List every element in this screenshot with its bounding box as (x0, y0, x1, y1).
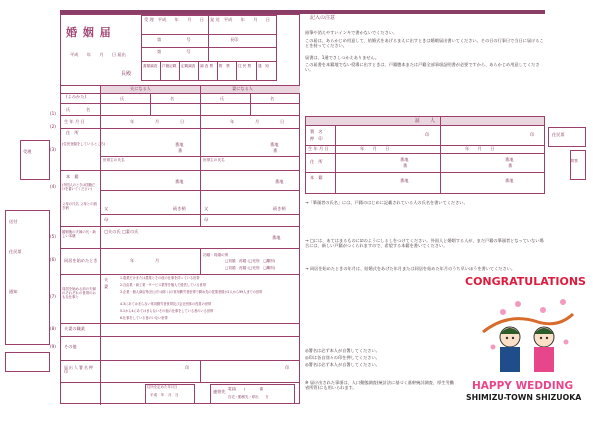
submission-date: 平成 年 月 日 届出 (70, 52, 126, 57)
occ-item-5[interactable]: 5.1から4にあてはまらないその他の仕事をしている者のいる世帯 (120, 309, 214, 313)
receipt-row-1: 受 理 平成 年 月 日 (144, 17, 204, 22)
right-note-3: → 同居を始めたときの年月は、結婚式をあげた年月または同居を始めた年月のうち早いほうを書いてください。 (305, 266, 516, 271)
receipt-col-6: 住 民 票 (238, 64, 252, 68)
birth-h-d: 日 (180, 119, 185, 124)
witness-row-4: 住 所 (310, 159, 323, 164)
new-honseki-opts[interactable]: □夫の氏 □妻の氏 (104, 229, 139, 234)
receipt-col-5: 附 票 (219, 64, 230, 68)
side-code-5: (5) (50, 234, 56, 239)
bottom-note: 住所を定めた年月日 (147, 385, 178, 389)
banner-line-1: HAPPY WEDDING (472, 380, 574, 392)
receipt-no: 第 号 (157, 37, 191, 42)
side-code-9: (9) (50, 344, 56, 349)
occ-husband: 夫 (104, 277, 109, 282)
row-address: 住 所 (66, 130, 79, 135)
address-banchi-w: 番地 (270, 142, 279, 147)
address-ban-h: 番 (178, 148, 183, 153)
occ-item-3[interactable]: 3.企業・個人商店等(官公庁は除く)の常用勤労者世帯で勤め先の従業者数が1人から99人までの世帯 (120, 290, 263, 294)
occ-item-2[interactable]: 2.自由業・商工業・サービス業等を個人で経営している世帯 (120, 283, 206, 287)
honseki-banchi-w: 番地 (275, 179, 284, 184)
right-note-1: →「筆頭者の氏名」には、戸籍のはじめに記載されている人の氏名を書いてください。 (305, 200, 468, 205)
side-code-1: (1) (50, 111, 56, 116)
right-side-label-1: 住民票 (552, 132, 565, 137)
witness-birth-2: 年 月 日 (465, 146, 495, 151)
witness-banchi-1: 番地 (400, 157, 409, 162)
right-note-2: → □には、あてはまるものに☑のようにしるしをつけてください。外国人と婚姻する人が、まだ戸籍の筆頭者となっていない場合には、新しい戸籍がつくられますので、希望する本籍を書いてください。 (305, 238, 544, 249)
surname-w: 氏 (220, 96, 225, 101)
relation-w: 続き柄 (273, 206, 286, 211)
witness-row-5: 本 籍 (310, 175, 323, 180)
father-w: 父 (204, 206, 209, 211)
sig-seal-w: 印 (285, 365, 290, 370)
mother-w: 母 (204, 217, 209, 222)
receipt-no-2: 第 号 (157, 49, 191, 54)
witness-banchi-4: 番地 (505, 178, 514, 183)
witness-ban-2: 番 (508, 163, 513, 168)
previous-w[interactable]: □初婚 再婚 (□死別 □離別) (225, 266, 276, 270)
given-w: 名 (270, 96, 275, 101)
side-code-4: (4) (50, 184, 56, 189)
row-household: 世帯主の氏名 (103, 158, 125, 162)
row-cohabit: 同居を始めたとき (64, 258, 98, 263)
row-previous: 初婚・再婚の別 (203, 253, 229, 257)
witness-seal-2: 印 (530, 132, 535, 137)
left-side-box-1 (20, 140, 50, 180)
receipt-officer: 長印 (230, 37, 239, 42)
row-occupation: 同居を始める前の夫婦のそれぞれの世帯のおもな仕事と (62, 287, 96, 299)
witness-seal-1: 印 (425, 132, 430, 137)
row-name-2: 名 (86, 107, 91, 112)
contact-label: 連絡先 (213, 389, 226, 394)
side-code-6: (6) (50, 257, 56, 262)
row-name-1: 氏 (66, 107, 71, 112)
receipt-col-4: 調 査 票 (200, 64, 214, 68)
side-code-3: (3) (50, 147, 56, 152)
witness-row-1: 署 名 (310, 129, 323, 134)
row-other: その他 (64, 344, 77, 349)
occ-item-4[interactable]: 4.3にあてはまらない常用勤労者世帯及び会社団体の役員の世帯 (120, 302, 212, 306)
row-parents: 父母の氏名 父母との続き柄 (62, 202, 97, 210)
form-title: 婚 姻 届 (66, 26, 112, 39)
column-husband: 夫になる人 (130, 86, 151, 91)
contact-where: 自宅・勤務先・呼出 方 (228, 395, 269, 399)
receipt-col-2: 戸籍記載 (162, 64, 177, 68)
row-household-w: 世帯主の氏名 (203, 158, 225, 162)
witness-title: 証 人 (415, 118, 436, 124)
right-note-5: ◎印は各自別々の印を押してください。 (305, 355, 380, 360)
side-code-8: (8) (50, 326, 56, 331)
left-side-label-3: 住民票 (9, 249, 22, 254)
addressee-suffix: 長殿 (121, 71, 132, 77)
right-note-6: ◎署名は必ず本人が自署してください。 (305, 362, 380, 367)
witness-row-3: 生 年 月 日 (308, 146, 329, 151)
note-line-2: この届は、あらかじめ用意して、結婚式をあげるまえに出すときは婚姻届出書いてください。その日の行事日で当日に届けることを持ってください。 (305, 38, 544, 49)
row-furigana: (よみかた) (66, 94, 87, 99)
left-side-box-3 (5, 352, 50, 372)
banner-line-2: SHIMIZU-TOWN SHIZUOKA (466, 393, 582, 402)
birth-h: 年 (130, 119, 135, 124)
receipt-row-2: 発 送 平成 年 月 日 (210, 17, 270, 22)
left-side-label-1: 受理 (23, 149, 32, 154)
occ-wife: 妻 (104, 284, 109, 289)
witness-banchi-3: 番地 (400, 178, 409, 183)
birth-w: 年 (230, 119, 235, 124)
column-wife: 妻になる人 (232, 86, 253, 91)
left-side-label-4: 通知 (9, 289, 18, 294)
wedding-banner (460, 270, 595, 410)
honseki-banchi-h: 番地 (175, 179, 184, 184)
receipt-col-3: 記載調査 (181, 64, 196, 68)
address-banchi-h: 番地 (175, 142, 184, 147)
previous-h[interactable]: □初婚 再婚 (□死別 □離別) (225, 259, 276, 263)
occ-item-6[interactable]: 6.仕事をしている者のいない世帯 (120, 316, 168, 320)
receipt-col-7: 通 知 (258, 64, 269, 68)
top-bar-right (300, 10, 545, 14)
note-line-3: 届書は、1通でさしつかえありません。 (305, 55, 380, 60)
surname-h: 氏 (120, 96, 125, 101)
witness-ban-1: 番 (403, 163, 408, 168)
cohabit-month: 月 (155, 258, 160, 263)
row-address-sub: (住民登録をしているところ) (62, 142, 106, 146)
note-line-1: 鉛筆や消えやすいインキで書かないでください。 (305, 30, 398, 35)
given-h: 名 (170, 96, 175, 101)
right-note-7: ※ 届け出された事項は、人口動態調査(統計法に基づく基幹統計調査、厚生労働省所管)にも用いられます。 (305, 380, 454, 391)
mother-h: 母 (104, 217, 109, 222)
row-honseki-sub: (外国人のときは国籍だけを書いてください) (62, 183, 96, 191)
father-h: 父 (104, 206, 109, 211)
sig-seal-h: 印 (185, 365, 190, 370)
banner-top-text: CONGRATULATIONS (465, 275, 586, 288)
relation-h: 続き柄 (173, 206, 186, 211)
birth-h-m: 月 (155, 119, 160, 124)
couple-illustration (478, 292, 578, 377)
witness-birth-1: 年 月 日 (360, 146, 390, 151)
right-side-box-2 (570, 150, 586, 180)
witness-row-2: 押 印 (310, 136, 323, 141)
address-ban-w: 番 (273, 148, 278, 153)
notes-title: 記入の注意 (310, 15, 336, 21)
side-code-2: (2) (50, 124, 56, 129)
row-signature: 届 出 人 署 名 押 印 (64, 365, 93, 375)
bottom-date: 平成 年 月 日 (150, 393, 179, 397)
side-code-7: (7) (50, 294, 56, 299)
receipt-col-1: 書類調査 (143, 64, 158, 68)
row-census: 夫妻の職業 (64, 326, 85, 331)
birth-w-d: 日 (280, 119, 285, 124)
row-honseki: 本 籍 (66, 174, 79, 179)
left-side-label-2: 送付 (9, 219, 18, 224)
row-birth: 生 年 月 日 (64, 119, 85, 124)
contact-tel: 電話( ) 番 (228, 387, 264, 391)
cohabit-year: 年 (130, 258, 135, 263)
witness-banchi-2: 番地 (505, 157, 514, 162)
note-line-4: この届書を本籍地でない役場に出すときは、戸籍謄本または戸籍全部事項証明書が必要ですから、あらかじめ用意してください。 (305, 62, 540, 73)
right-note-4: ◎署名は必ず本人が自署してください。 (305, 348, 380, 353)
new-honseki-banchi: 番地 (272, 235, 281, 240)
occ-item-1[interactable]: 1.農業だけまたは農業とその他の仕事を持っている世帯 (120, 276, 200, 280)
right-side-label-2: 附票 (571, 159, 578, 163)
row-new-honseki: 婚姻後の夫婦の氏・新しい本籍 (62, 230, 96, 238)
birth-w-m: 月 (255, 119, 260, 124)
left-side-box-2 (5, 210, 50, 345)
